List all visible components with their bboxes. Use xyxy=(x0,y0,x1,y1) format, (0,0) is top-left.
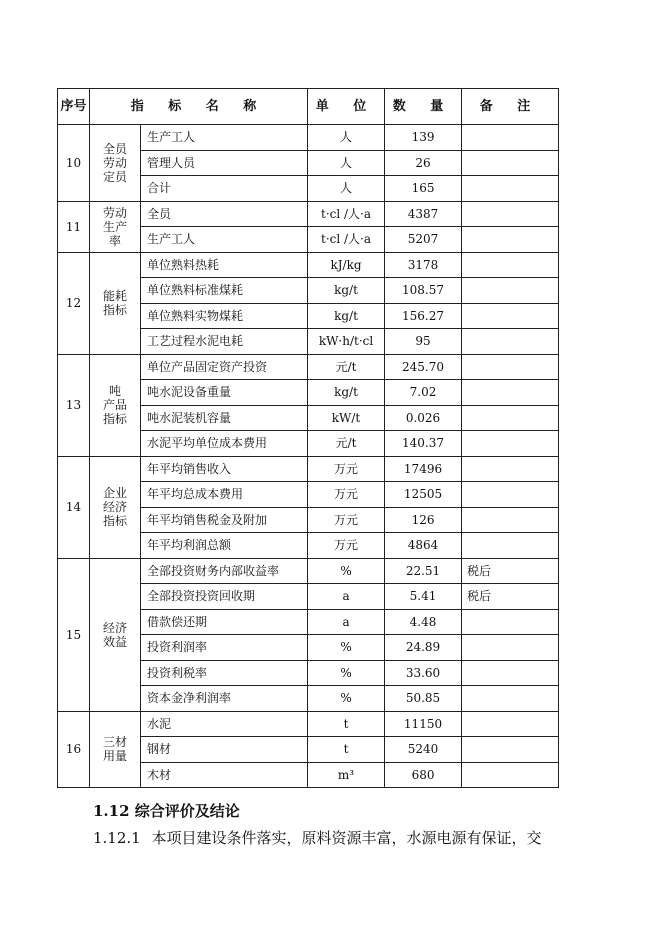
indicator-unit: 元/t xyxy=(308,354,385,380)
indicator-name: 合计 xyxy=(141,176,308,202)
indicator-unit: 人 xyxy=(308,150,385,176)
indicator-note xyxy=(462,482,559,508)
indicator-quantity: 17496 xyxy=(385,456,462,482)
header-name: 指 标 名 称 xyxy=(90,89,308,125)
indicator-unit: 元/t xyxy=(308,431,385,457)
indicator-quantity: 156.27 xyxy=(385,303,462,329)
indicator-unit: % xyxy=(308,660,385,686)
group-number: 16 xyxy=(58,711,90,788)
indicator-unit: kg/t xyxy=(308,303,385,329)
indicator-quantity: 108.57 xyxy=(385,278,462,304)
indicator-unit: 人 xyxy=(308,125,385,151)
indicator-note xyxy=(462,176,559,202)
indicator-unit: kg/t xyxy=(308,380,385,406)
indicator-name: 单位产品固定资产投资 xyxy=(141,354,308,380)
indicator-name: 年平均销售收入 xyxy=(141,456,308,482)
indicator-quantity: 165 xyxy=(385,176,462,202)
group-category: 三材 用量 xyxy=(90,711,141,788)
header-qty: 数 量 xyxy=(385,89,462,125)
table-row xyxy=(58,711,559,737)
indicator-note xyxy=(462,125,559,151)
group-number: 10 xyxy=(58,125,90,202)
indicator-quantity: 4387 xyxy=(385,201,462,227)
indicator-note: 税后 xyxy=(462,558,559,584)
indicator-name: 投资利税率 xyxy=(141,660,308,686)
indicator-unit: kg/t xyxy=(308,278,385,304)
indicator-unit: a xyxy=(308,609,385,635)
indicator-quantity: 245.70 xyxy=(385,354,462,380)
indicator-note xyxy=(462,660,559,686)
table-row xyxy=(58,558,559,584)
indicator-name: 资本金净利润率 xyxy=(141,686,308,712)
indicator-quantity: 26 xyxy=(385,150,462,176)
indicator-name: 水泥平均单位成本费用 xyxy=(141,431,308,457)
indicator-unit: 万元 xyxy=(308,482,385,508)
indicator-note xyxy=(462,380,559,406)
indicator-unit: kW·h/t·cl xyxy=(308,329,385,355)
group-number: 12 xyxy=(58,252,90,354)
indicator-name: 年平均利润总额 xyxy=(141,533,308,559)
group-category: 劳动 生产 率 xyxy=(90,201,141,252)
indicator-quantity: 12505 xyxy=(385,482,462,508)
indicator-quantity: 33.60 xyxy=(385,660,462,686)
indicator-note xyxy=(462,354,559,380)
indicator-note xyxy=(462,252,559,278)
indicator-quantity: 5.41 xyxy=(385,584,462,610)
table-row xyxy=(58,125,559,151)
indicator-note xyxy=(462,737,559,763)
indicator-name: 单位熟料热耗 xyxy=(141,252,308,278)
paragraph-number: 1.12.1 xyxy=(93,829,141,847)
indicator-unit: % xyxy=(308,686,385,712)
indicator-quantity: 11150 xyxy=(385,711,462,737)
indicator-quantity: 24.89 xyxy=(385,635,462,661)
section-number: 1.12 xyxy=(93,802,130,820)
indicator-name: 单位熟料实物煤耗 xyxy=(141,303,308,329)
indicator-name: 吨水泥装机容量 xyxy=(141,405,308,431)
indicator-name: 工艺过程水泥电耗 xyxy=(141,329,308,355)
group-category: 企业 经济 指标 xyxy=(90,456,141,558)
header-no: 序号 xyxy=(58,89,90,125)
indicator-quantity: 5240 xyxy=(385,737,462,763)
indicator-note xyxy=(462,609,559,635)
indicator-note xyxy=(462,533,559,559)
table-row xyxy=(58,354,559,380)
indicator-name: 生产工人 xyxy=(141,227,308,253)
indicator-unit: kW/t xyxy=(308,405,385,431)
indicator-name: 年平均总成本费用 xyxy=(141,482,308,508)
indicator-unit: 万元 xyxy=(308,533,385,559)
indicator-name: 单位熟料标准煤耗 xyxy=(141,278,308,304)
indicator-name: 全部投资财务内部收益率 xyxy=(141,558,308,584)
indicator-quantity: 0.026 xyxy=(385,405,462,431)
indicator-note: 税后 xyxy=(462,584,559,610)
indicator-unit: t·cl /人·a xyxy=(308,227,385,253)
indicator-note xyxy=(462,227,559,253)
indicator-quantity: 4.48 xyxy=(385,609,462,635)
indicator-name: 投资利润率 xyxy=(141,635,308,661)
indicator-quantity: 95 xyxy=(385,329,462,355)
indicator-note xyxy=(462,635,559,661)
indicator-unit: t xyxy=(308,711,385,737)
indicator-unit: m³ xyxy=(308,762,385,788)
indicator-name: 年平均销售税金及附加 xyxy=(141,507,308,533)
indicator-unit: t xyxy=(308,737,385,763)
indicator-quantity: 50.85 xyxy=(385,686,462,712)
indicator-quantity: 139 xyxy=(385,125,462,151)
group-number: 15 xyxy=(58,558,90,711)
indicator-note xyxy=(462,686,559,712)
table-row xyxy=(58,252,559,278)
paragraph xyxy=(93,827,542,848)
indicator-unit: 人 xyxy=(308,176,385,202)
indicator-quantity: 126 xyxy=(385,507,462,533)
indicator-unit: kJ/kg xyxy=(308,252,385,278)
indicator-name: 生产工人 xyxy=(141,125,308,151)
group-category: 吨 产品 指标 xyxy=(90,354,141,456)
group-category: 经济 效益 xyxy=(90,558,141,711)
indicator-name: 管理人员 xyxy=(141,150,308,176)
header-note: 备 注 xyxy=(462,89,559,125)
table-row xyxy=(58,456,559,482)
indicator-unit: t·cl /人·a xyxy=(308,201,385,227)
section-heading xyxy=(93,800,240,821)
indicator-note xyxy=(462,150,559,176)
group-category: 全员 劳动 定员 xyxy=(90,125,141,202)
indicator-quantity: 680 xyxy=(385,762,462,788)
indicator-quantity: 140.37 xyxy=(385,431,462,457)
indicator-quantity: 22.51 xyxy=(385,558,462,584)
group-number: 11 xyxy=(58,201,90,252)
indicator-quantity: 3178 xyxy=(385,252,462,278)
indicator-table xyxy=(57,88,559,788)
indicator-note xyxy=(462,507,559,533)
indicator-note xyxy=(462,329,559,355)
indicator-note xyxy=(462,431,559,457)
group-category: 能耗 指标 xyxy=(90,252,141,354)
indicator-name: 钢材 xyxy=(141,737,308,763)
indicator-unit: % xyxy=(308,635,385,661)
indicator-note xyxy=(462,201,559,227)
indicator-quantity: 7.02 xyxy=(385,380,462,406)
indicator-note xyxy=(462,303,559,329)
indicator-note xyxy=(462,711,559,737)
indicator-note xyxy=(462,762,559,788)
paragraph-text: 本项目建设条件落实，原料资源丰富，水源电源有保证，交 xyxy=(151,829,542,847)
header-unit: 单 位 xyxy=(308,89,385,125)
indicator-unit: a xyxy=(308,584,385,610)
indicator-note xyxy=(462,278,559,304)
section-title: 综合评价及结论 xyxy=(134,802,240,820)
indicator-name: 水泥 xyxy=(141,711,308,737)
indicator-unit: 万元 xyxy=(308,507,385,533)
indicator-unit: 万元 xyxy=(308,456,385,482)
indicator-name: 木材 xyxy=(141,762,308,788)
table-row xyxy=(58,201,559,227)
indicator-name: 全部投资投资回收期 xyxy=(141,584,308,610)
indicator-quantity: 4864 xyxy=(385,533,462,559)
table-body xyxy=(58,125,559,788)
table-header-row xyxy=(58,89,559,125)
indicator-name: 全员 xyxy=(141,201,308,227)
indicator-unit: % xyxy=(308,558,385,584)
group-number: 14 xyxy=(58,456,90,558)
indicator-note xyxy=(462,405,559,431)
indicator-name: 吨水泥设备重量 xyxy=(141,380,308,406)
group-number: 13 xyxy=(58,354,90,456)
indicator-note xyxy=(462,456,559,482)
indicator-name: 借款偿还期 xyxy=(141,609,308,635)
indicator-quantity: 5207 xyxy=(385,227,462,253)
